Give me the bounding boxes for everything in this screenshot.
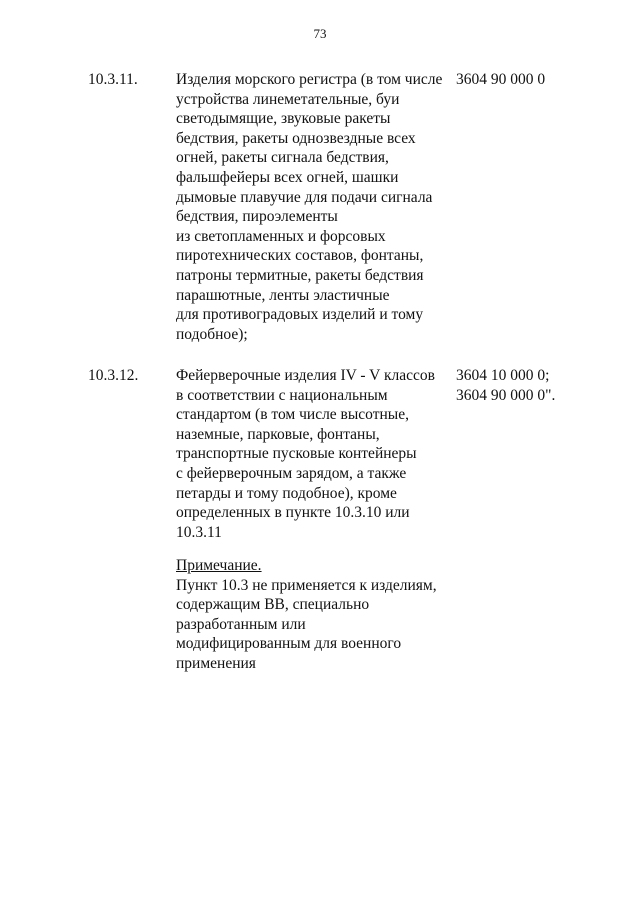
note-title: Примечание. (176, 557, 262, 574)
entry-number: 10.3.12. (88, 367, 139, 384)
description-line: с фейерверочным зарядом, а также (176, 464, 407, 482)
page-number: 73 (313, 26, 327, 41)
tn-ved-code: 3604 10 000 0; (456, 367, 550, 384)
description-line: подобное); (176, 325, 248, 343)
description-line: определенных в пункте 10.3.10 или (176, 504, 410, 522)
note-line: модифицированным для военного (176, 635, 402, 653)
description-line: дымовые плавучие для подачи сигнала (176, 188, 433, 206)
tn-ved-code: 3604 90 000 0 (456, 71, 546, 88)
description-line: для противоградовых изделий и тому (176, 306, 424, 324)
entry-number: 10.3.11. (88, 71, 138, 88)
description-line: петарды и тому подобное), кроме (176, 484, 397, 502)
entry-codes (456, 366, 555, 406)
note-line: содержащим ВВ, специально (176, 596, 370, 614)
description-line: бедствия, ракеты однозвездные всех (176, 129, 416, 147)
note-block (176, 556, 476, 674)
description-line: в соответствии с национальным (176, 386, 388, 404)
description-line: светодымящие, звуковые ракеты (176, 110, 391, 128)
description-line: фальшфейеры всех огней, шашки (176, 168, 399, 186)
description-line: транспортные пусковые контейнеры (176, 445, 417, 463)
description-line: огней, ракеты сигнала бедствия, (176, 149, 389, 167)
description-line: из светопламенных и форсовых (176, 227, 386, 245)
description-line: наземные, парковые, фонтаны, (176, 425, 380, 443)
entry-description (176, 366, 452, 542)
description-line: патроны термитные, ракеты бедствия (176, 266, 424, 284)
description-line: стандартом (в том числе высотные, (176, 406, 409, 424)
note-line: Пункт 10.3 не применяется к изделиям, (176, 576, 437, 594)
entry-description (176, 70, 452, 344)
description-line: Фейерверочные изделия IV - V классов (176, 367, 435, 384)
description-line: устройства линеметательные, буи (176, 90, 400, 108)
entry-codes (456, 70, 545, 90)
description-line: пиротехнических составов, фонтаны, (176, 247, 424, 265)
description-line: бедствия, пироэлементы (176, 208, 338, 226)
tn-ved-code: 3604 90 000 0". (456, 387, 556, 404)
note-line: разработанным или (176, 615, 306, 633)
description-line: парашютные, ленты эластичные (176, 286, 390, 304)
description-line: 10.3.11 (176, 523, 222, 541)
description-line: Изделия морского регистра (в том числе (176, 71, 443, 88)
note-line: применения (176, 654, 256, 672)
